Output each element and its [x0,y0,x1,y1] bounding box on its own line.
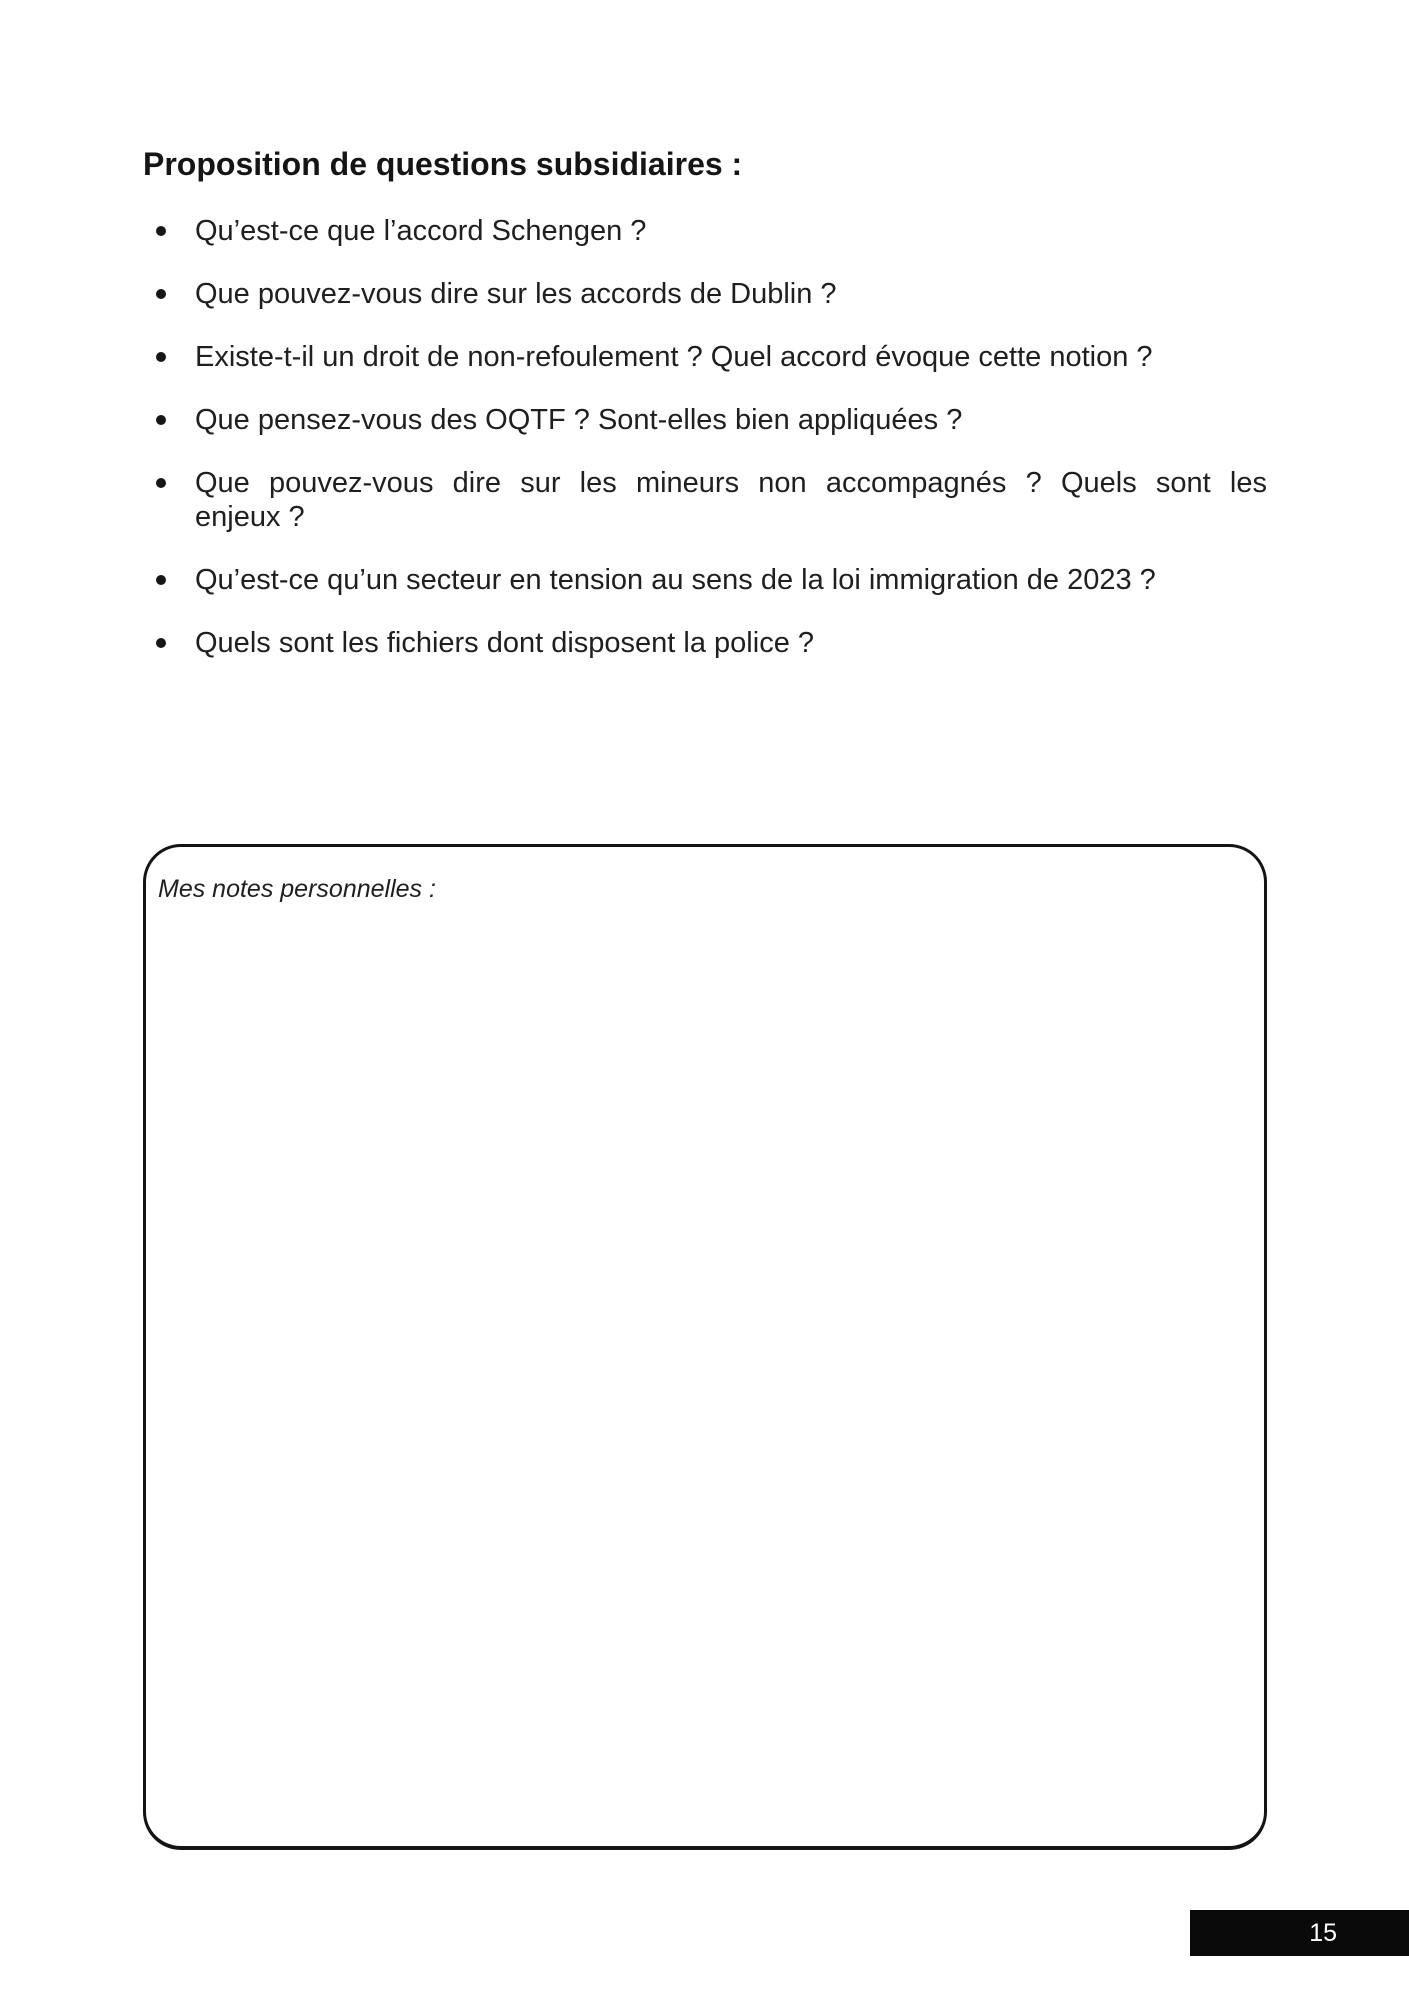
bullet-dot [156,575,166,585]
question-text-line: Que pouvez-vous dire sur les mineurs non accompagnés ? Quels sont les [195,467,1267,499]
bullet-dot [156,352,166,362]
list-item [143,563,1267,597]
question-text: Que pensez-vous des OQTF ? Sont-elles bien appliquées ? [195,404,963,436]
question-text: Quels sont les fichiers dont disposent la police ? [195,627,815,659]
list-item [143,466,1267,534]
question-text: Qu’est-ce que l’accord Schengen ? [195,215,647,247]
bullet-dot [156,226,166,236]
list-item [143,340,1267,374]
question-text: Que pouvez-vous dire sur les accords de Dublin ? [195,278,837,310]
bullet-dot [156,478,166,488]
question-text-line: enjeux ? [195,501,305,533]
bullet-dot [156,289,166,299]
question-text: Existe-t-il un droit de non-refoulement ? Quel accord évoque cette notion ? [195,341,1153,373]
page-number: 15 [1309,1918,1337,1947]
list-item [143,277,1267,311]
notes-label: Mes notes personnelles : [158,875,436,903]
list-item [143,214,1267,248]
bullet-dot [156,415,166,425]
list-item [143,403,1267,437]
page-number-badge [1190,1910,1409,1956]
question-list [143,214,1267,689]
personal-notes-box [143,844,1267,1850]
question-text: Qu’est-ce qu’un secteur en tension au sens de la loi immigration de 2023 ? [195,564,1156,596]
bullet-dot [156,638,166,648]
list-item [143,626,1267,660]
page-title: Proposition de questions subsidiaires : [143,146,743,182]
